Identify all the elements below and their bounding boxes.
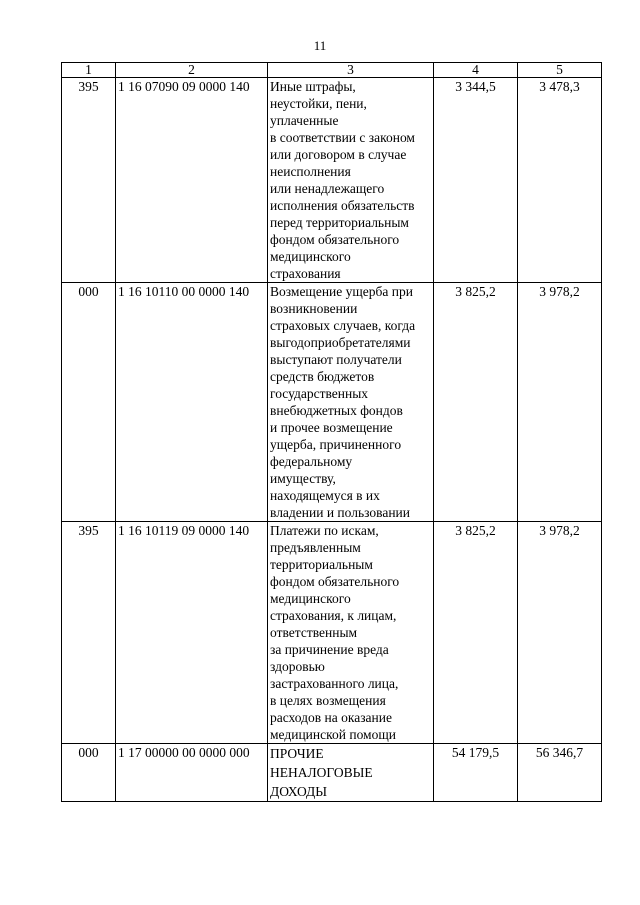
revenue-name-line: НЕНАЛОГОВЫЕ bbox=[270, 765, 373, 780]
page-number: 11 bbox=[313, 38, 327, 53]
revenue-name-line: владении и пользовании bbox=[270, 505, 410, 520]
table-body bbox=[62, 78, 602, 802]
amount-cell-col5: 3 978,2 bbox=[518, 283, 602, 522]
revenue-name-line: страхования bbox=[270, 266, 341, 281]
revenue-name-line: ПРОЧИЕ bbox=[270, 746, 324, 761]
revenue-name-line: за причинение вреда bbox=[270, 642, 389, 657]
table-row bbox=[62, 78, 602, 283]
revenue-name-cell bbox=[268, 522, 434, 744]
column-header-3: 3 bbox=[268, 63, 434, 78]
amount-cell-col4: 3 825,2 bbox=[434, 522, 518, 744]
revenue-name-line: фондом обязательного bbox=[270, 574, 400, 589]
revenue-name-line: предъявленным bbox=[270, 540, 361, 555]
table-row bbox=[62, 283, 602, 522]
revenue-name-line: расходов на оказание bbox=[270, 710, 392, 725]
revenue-name-line: возникновении bbox=[270, 301, 358, 316]
amount-cell-col5: 56 346,7 bbox=[518, 744, 602, 802]
table-row bbox=[62, 744, 602, 802]
revenue-name-cell bbox=[268, 78, 434, 283]
revenue-name-line: страхования, к лицам, bbox=[270, 608, 397, 623]
revenue-name-line: средств бюджетов bbox=[270, 369, 375, 384]
revenue-name-line: территориальным bbox=[270, 557, 373, 572]
revenue-name-line: неустойки, пени, bbox=[270, 96, 367, 111]
revenue-name-line: или ненадлежащего bbox=[270, 181, 385, 196]
revenue-name-cell bbox=[268, 283, 434, 522]
revenue-name-cell bbox=[268, 744, 434, 802]
revenue-name-line: ДОХОДЫ bbox=[270, 784, 328, 799]
revenue-name-line: уплаченные bbox=[270, 113, 339, 128]
revenue-name-line: в соответствии с законом bbox=[270, 130, 415, 145]
revenue-name-line: ущерба, причиненного bbox=[270, 437, 402, 452]
revenue-name-line: застрахованного лица, bbox=[270, 676, 399, 691]
revenue-name-line: и прочее возмещение bbox=[270, 420, 393, 435]
revenue-name-line: здоровью bbox=[270, 659, 325, 674]
revenue-name-line: фондом обязательного bbox=[270, 232, 400, 247]
revenue-name-line: перед территориальным bbox=[270, 215, 409, 230]
classification-code-cell: 1 17 00000 00 0000 000 bbox=[116, 744, 268, 802]
classification-code-cell: 1 16 10110 00 0000 140 bbox=[116, 283, 268, 522]
admin-code-cell: 395 bbox=[62, 522, 116, 744]
table-header-row bbox=[62, 63, 602, 78]
column-header-2: 2 bbox=[116, 63, 268, 78]
classification-code-cell: 1 16 07090 09 0000 140 bbox=[116, 78, 268, 283]
revenue-name-line: медицинской помощи bbox=[270, 727, 396, 742]
revenue-name-line: Иные штрафы, bbox=[270, 79, 356, 94]
revenue-name-line: медицинского bbox=[270, 591, 351, 606]
revenue-name-line: медицинского bbox=[270, 249, 351, 264]
revenue-name-line: исполнения обязательств bbox=[270, 198, 415, 213]
table-row bbox=[62, 522, 602, 744]
admin-code-cell: 000 bbox=[62, 744, 116, 802]
revenue-table bbox=[61, 62, 602, 802]
amount-cell-col4: 54 179,5 bbox=[434, 744, 518, 802]
classification-code-cell: 1 16 10119 09 0000 140 bbox=[116, 522, 268, 744]
revenue-name-line: государственных bbox=[270, 386, 369, 401]
revenue-name-line: ответственным bbox=[270, 625, 358, 640]
revenue-name-line: или договором в случае bbox=[270, 147, 407, 162]
column-header-1: 1 bbox=[62, 63, 116, 78]
revenue-name-line: находящемуся в их bbox=[270, 488, 380, 503]
revenue-name-line: в целях возмещения bbox=[270, 693, 386, 708]
column-header-4: 4 bbox=[434, 63, 518, 78]
amount-cell-col5: 3 478,3 bbox=[518, 78, 602, 283]
revenue-name-line: Возмещение ущерба при bbox=[270, 284, 413, 299]
amount-cell-col5: 3 978,2 bbox=[518, 522, 602, 744]
revenue-name-line: имуществу, bbox=[270, 471, 336, 486]
revenue-name-line: неисполнения bbox=[270, 164, 351, 179]
revenue-name-line: Платежи по искам, bbox=[270, 523, 379, 538]
amount-cell-col4: 3 825,2 bbox=[434, 283, 518, 522]
revenue-name-line: внебюджетных фондов bbox=[270, 403, 403, 418]
column-header-5: 5 bbox=[518, 63, 602, 78]
amount-cell-col4: 3 344,5 bbox=[434, 78, 518, 283]
revenue-name-line: страховых случаев, когда bbox=[270, 318, 416, 333]
revenue-name-line: федеральному bbox=[270, 454, 353, 469]
revenue-name-line: выступают получатели bbox=[270, 352, 402, 367]
revenue-name-line: выгодоприобретателями bbox=[270, 335, 411, 350]
admin-code-cell: 395 bbox=[62, 78, 116, 283]
admin-code-cell: 000 bbox=[62, 283, 116, 522]
